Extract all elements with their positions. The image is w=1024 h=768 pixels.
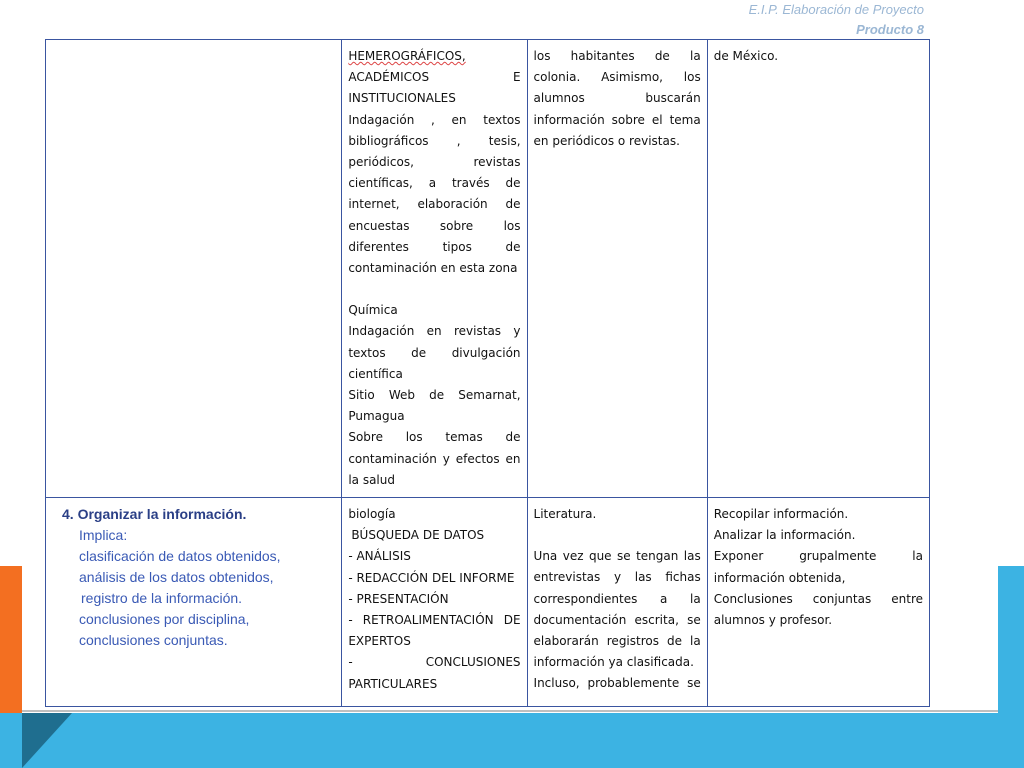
list-item: registro de la información. <box>81 590 243 607</box>
row1-col2 <box>342 40 527 498</box>
cell-line: ACADÉMICOS E INSTITUCIONALES <box>348 70 521 106</box>
cell-blank-line <box>348 279 520 300</box>
cell-line: biología <box>348 507 396 522</box>
row1-col4: de México. <box>707 40 929 498</box>
project-table <box>45 39 930 707</box>
header-project-title: E.I.P. Elaboración de Proyecto <box>748 2 924 17</box>
cell-paragraph: Indagación en revistas y textos de divulgación científica <box>348 324 521 381</box>
row2-col1 <box>46 498 342 707</box>
cell-line: - RETROALIMENTACIÓN DE EXPERTOS <box>348 613 521 649</box>
row2-col4 <box>707 498 929 707</box>
table-row <box>46 498 930 707</box>
row1-col3: los habitantes de la colonia. Asimismo, los alumnos buscarán información sobre el tema en periódicos o revistas. <box>527 40 707 498</box>
cell-line: - ANÁLISIS <box>348 549 411 564</box>
cell-line: Química <box>348 303 398 318</box>
cell-paragraph: Sobre los temas de contaminación y efectos en la salud <box>348 430 521 487</box>
cell-paragraph: Indagación , en textos bibliográficos , tesis, periódicos, revistas científicas, a través de internet, elaboración de encuestas sobre los diferentes tipos de contaminación en esta zona <box>348 112 521 276</box>
table-row <box>46 40 930 498</box>
row2-col2 <box>342 498 527 707</box>
cell-paragraph: Conclusiones conjuntas entre alumnos y profesor. <box>713 591 923 628</box>
header-product-number: Producto 8 <box>856 22 924 37</box>
slide-header <box>749 0 924 40</box>
cell-line: BÚSQUEDA DE DATOS <box>351 528 485 543</box>
list-item: conclusiones conjuntas. <box>79 632 228 649</box>
cell-line: - PRESENTACIÓN <box>348 591 449 606</box>
cell-line: Recopilar información. <box>713 507 849 522</box>
cell-line: - REDACCIÓN DEL INFORME <box>348 570 515 585</box>
blue-footer-band <box>0 713 1024 768</box>
list-item: conclusiones por disciplina, <box>79 611 250 628</box>
cell-line: Literatura. <box>533 507 597 522</box>
organize-info-list <box>52 525 335 651</box>
cell-paragraph: Exponer grupalmente la información obtenida, <box>713 549 923 585</box>
cell-line: HEMEROGRÁFICOS, <box>348 49 466 63</box>
organize-info-heading: 4. Organizar la información. <box>62 506 247 523</box>
row1-col1-empty <box>46 40 342 498</box>
cell-paragraph: Incluso, probablemente se <box>533 676 701 691</box>
slide-divider-line <box>22 710 998 712</box>
list-item: clasificación de datos obtenidos, <box>79 548 281 565</box>
cell-paragraph: Sitio Web de Semarnat, Pumagua <box>348 388 521 424</box>
cell-line: Analizar la información. <box>713 528 856 543</box>
list-item: análisis de los datos obtenidos, <box>79 569 274 586</box>
cell-blank-line <box>534 525 701 546</box>
row2-col3 <box>527 498 707 707</box>
cell-paragraph: Una vez que se tengan las entrevistas y las fichas correspondientes a la documentación escrita, se elaborarán registros de la información ya clasificada. <box>533 549 701 670</box>
list-item: Implica: <box>79 527 128 544</box>
cell-line: - CONCLUSIONES PARTICULARES <box>348 655 521 691</box>
dark-blue-wedge <box>22 713 72 768</box>
